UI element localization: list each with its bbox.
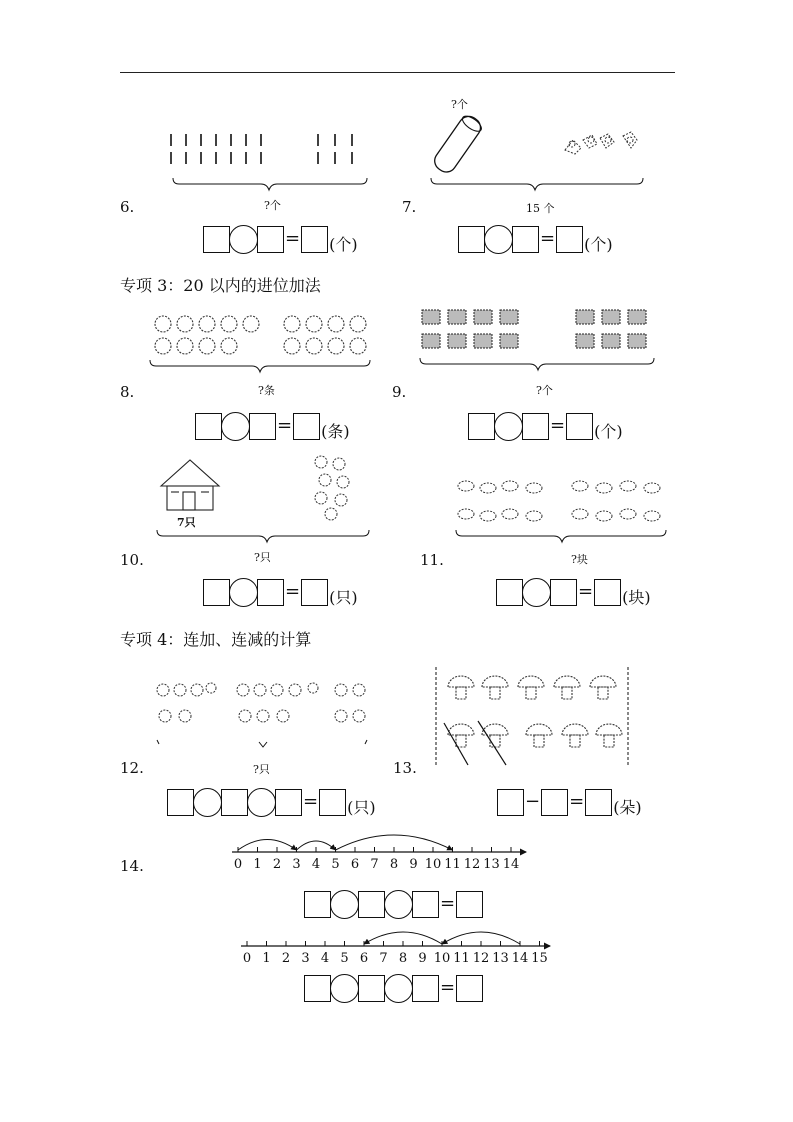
q9-answer-box[interactable] <box>566 413 593 440</box>
nl1-tick-label-8: 8 <box>389 857 399 872</box>
q6-box-1[interactable] <box>203 226 230 253</box>
nl2-tick-label-6: 6 <box>359 951 369 966</box>
q14a-box-2[interactable] <box>358 891 385 918</box>
q8-total-label: ?条 <box>258 384 275 397</box>
nl2-axis-arrowhead <box>544 943 551 950</box>
nl2-tick-label-2: 2 <box>281 951 291 966</box>
q9-equals: = <box>550 415 566 436</box>
q11-total-label: ?块 <box>571 553 588 566</box>
q11-number: 11. <box>420 551 444 569</box>
q12-equation <box>167 787 376 817</box>
q7-tube-figure <box>425 110 655 195</box>
q10-unit: (只) <box>329 587 358 607</box>
q10-number: 10. <box>120 551 144 569</box>
q6-total-label: ?个 <box>264 199 281 212</box>
q10-box-1[interactable] <box>203 579 230 606</box>
q9-cubes-figure <box>418 306 660 372</box>
q7-unit: (个) <box>584 234 613 254</box>
q12-total-label: ?只 <box>253 763 270 776</box>
q6-operator-circle[interactable] <box>229 225 258 254</box>
q12-chicks-figure <box>155 680 380 752</box>
nl2-tick-label-13: 13 <box>492 951 509 966</box>
nl1-tick-label-13: 13 <box>483 857 500 872</box>
nl2-tick-label-10: 10 <box>433 951 451 966</box>
nl1-tick-label-0: 0 <box>233 857 243 872</box>
nl2-tick-label-1: 1 <box>262 951 271 966</box>
nl1-tick-label-7: 7 <box>370 857 379 872</box>
q8-fish-figure <box>148 312 376 374</box>
q8-operator-circle[interactable] <box>221 412 250 441</box>
q13-minus: − <box>525 791 541 812</box>
q9-box-1[interactable] <box>468 413 495 440</box>
q6-box-2[interactable] <box>257 226 284 253</box>
q7-answer-box[interactable] <box>556 226 583 253</box>
nl1-tick-label-4: 4 <box>311 857 321 872</box>
q14b-operator-circle-1[interactable] <box>330 974 359 1003</box>
nl1-tick-label-11: 11 <box>444 857 461 872</box>
q14a-equals: = <box>440 893 456 914</box>
q7-operator-circle[interactable] <box>484 225 513 254</box>
q12-number: 12. <box>120 759 144 777</box>
q9-unit: (个) <box>594 421 623 441</box>
q14a-box-1[interactable] <box>304 891 331 918</box>
q10-equation <box>203 577 358 607</box>
q10-answer-box[interactable] <box>301 579 328 606</box>
q7-number: 7. <box>402 198 417 216</box>
nl1-tick-label-9: 9 <box>409 857 418 872</box>
q8-equation <box>195 411 350 441</box>
nl1-tick-label-3: 3 <box>292 857 301 872</box>
q9-equation <box>468 411 623 441</box>
q8-box-1[interactable] <box>195 413 222 440</box>
q12-box-2[interactable] <box>221 789 248 816</box>
q10-part-label: 7只 <box>177 516 196 529</box>
q12-box-3[interactable] <box>275 789 302 816</box>
q11-equals: = <box>578 581 594 602</box>
q10-total-label: ?只 <box>254 551 271 564</box>
q13-equation <box>497 787 642 817</box>
q13-answer-box[interactable] <box>585 789 612 816</box>
q6-number: 6. <box>120 198 135 216</box>
q13-unit: (朵) <box>613 797 642 817</box>
q14b-answer-box[interactable] <box>456 975 483 1002</box>
q6-equation <box>203 224 358 254</box>
section-4-heading: 专项 4：连加、连减的计算 <box>120 630 312 649</box>
q7-part-label: ?个 <box>451 98 468 111</box>
q10-operator-circle[interactable] <box>229 578 258 607</box>
q14b-box-1[interactable] <box>304 975 331 1002</box>
q10-box-2[interactable] <box>257 579 284 606</box>
q12-operator-circle-2[interactable] <box>247 788 276 817</box>
q9-box-2[interactable] <box>522 413 549 440</box>
nl2-tick-label-11: 11 <box>453 951 470 966</box>
q14a-operator-circle-2[interactable] <box>384 890 413 919</box>
q11-unit: (块) <box>622 587 651 607</box>
nl2-tick-label-15: 15 <box>531 951 548 966</box>
nl2-tick-label-0: 0 <box>242 951 252 966</box>
q14b-box-2[interactable] <box>358 975 385 1002</box>
q9-operator-circle[interactable] <box>494 412 523 441</box>
q13-mushrooms-figure <box>432 665 632 770</box>
q13-equals: = <box>569 791 585 812</box>
nl1-tick-label-2: 2 <box>272 857 282 872</box>
nl2-tick-label-12: 12 <box>472 951 490 966</box>
section-3-heading: 专项 3：20 以内的进位加法 <box>120 276 321 295</box>
q14-equation-2 <box>304 973 483 1003</box>
number-line-1 <box>228 830 538 875</box>
nl1-tick-label-10: 10 <box>424 857 442 872</box>
q13-box-2[interactable] <box>541 789 568 816</box>
nl1-tick-label-5: 5 <box>331 857 340 872</box>
q12-unit: (只) <box>347 797 376 817</box>
q14b-equals: = <box>440 977 456 998</box>
q14a-answer-box[interactable] <box>456 891 483 918</box>
q12-answer-box[interactable] <box>319 789 346 816</box>
q8-equals: = <box>277 415 293 436</box>
q12-equals: = <box>303 791 319 812</box>
q14a-operator-circle-1[interactable] <box>330 890 359 919</box>
top-rule <box>120 72 675 73</box>
q7-total-label: 15 个 <box>526 202 555 215</box>
q6-answer-box[interactable] <box>301 226 328 253</box>
q7-box-2[interactable] <box>512 226 539 253</box>
q13-box-1[interactable] <box>497 789 524 816</box>
q6-sticks-figure <box>165 130 375 190</box>
q14a-box-3[interactable] <box>412 891 439 918</box>
nl1-tick-label-6: 6 <box>350 857 360 872</box>
number-line-2 <box>238 924 558 969</box>
nl2-tick-label-4: 4 <box>320 951 330 966</box>
q8-unit: (条) <box>321 421 350 441</box>
q8-answer-box[interactable] <box>293 413 320 440</box>
q14-equation-1 <box>304 889 483 919</box>
q11-box-1[interactable] <box>496 579 523 606</box>
nl1-jump-0 <box>238 840 297 851</box>
nl2-tick-label-3: 3 <box>301 951 310 966</box>
q9-number: 9. <box>392 383 407 401</box>
q14-number: 14. <box>120 857 144 875</box>
q10-equals: = <box>285 581 301 602</box>
q6-equals: = <box>285 228 301 249</box>
q10-house-figure <box>155 452 377 544</box>
nl1-tick-label-1: 1 <box>253 857 262 872</box>
q12-box-1[interactable] <box>167 789 194 816</box>
nl2-tick-label-14: 14 <box>511 951 529 966</box>
q8-box-2[interactable] <box>249 413 276 440</box>
q11-candies-figure <box>454 474 672 544</box>
q11-box-2[interactable] <box>550 579 577 606</box>
q11-answer-box[interactable] <box>594 579 621 606</box>
q7-equation <box>458 224 613 254</box>
nl2-tick-label-5: 5 <box>340 951 349 966</box>
nl2-tick-label-9: 9 <box>418 951 427 966</box>
q14b-operator-circle-2[interactable] <box>384 974 413 1003</box>
nl1-tick-label-14: 14 <box>502 857 520 872</box>
q12-operator-circle-1[interactable] <box>193 788 222 817</box>
q7-box-1[interactable] <box>458 226 485 253</box>
q6-unit: (个) <box>329 234 358 254</box>
nl1-tick-label-12: 12 <box>463 857 481 872</box>
q8-number: 8. <box>120 383 135 401</box>
nl1-axis-arrowhead <box>520 849 527 856</box>
q13-number: 13. <box>393 759 417 777</box>
q14b-box-3[interactable] <box>412 975 439 1002</box>
q11-equation <box>496 577 651 607</box>
q11-operator-circle[interactable] <box>522 578 551 607</box>
q7-equals: = <box>540 228 556 249</box>
nl2-tick-label-8: 8 <box>398 951 408 966</box>
nl2-tick-label-7: 7 <box>379 951 388 966</box>
q9-total-label: ?个 <box>536 384 553 397</box>
